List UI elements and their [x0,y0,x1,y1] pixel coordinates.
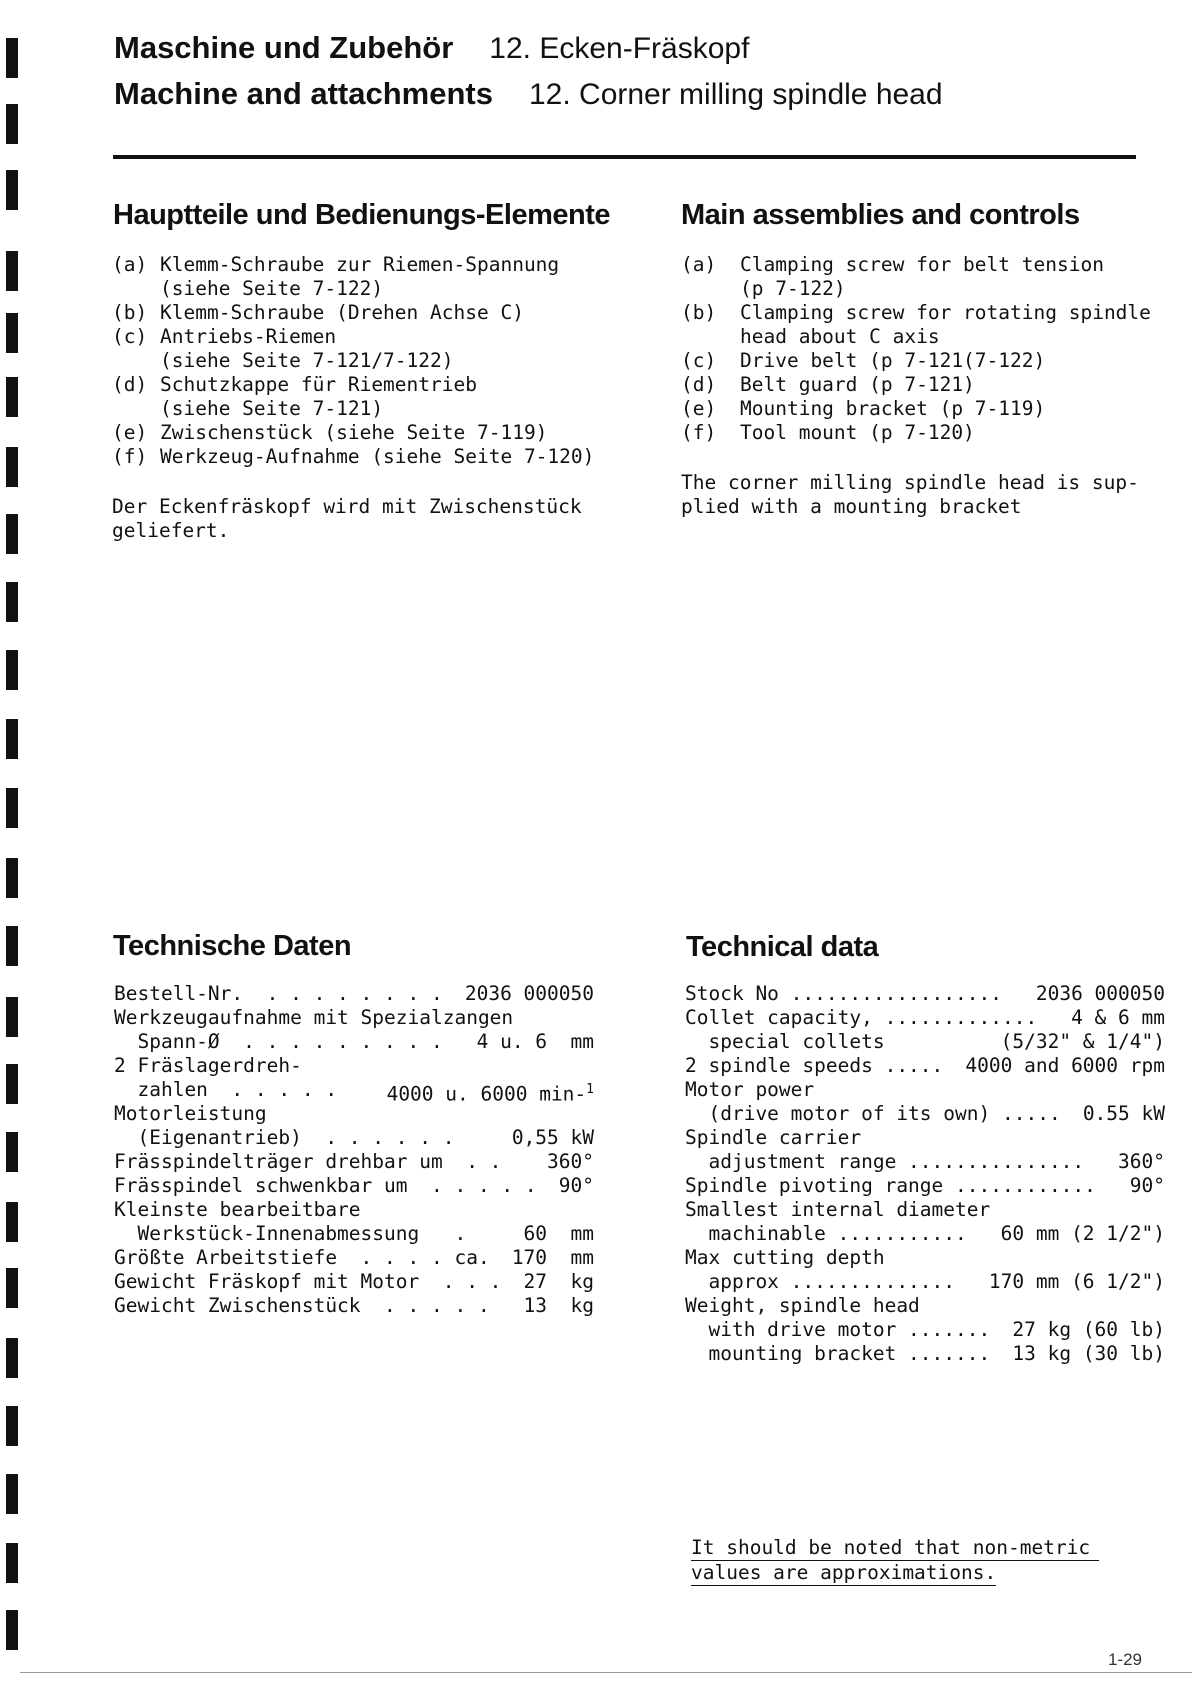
list-item: (f) Tool mount (p 7-120) [681,421,975,444]
table-row: Spann-Ø . . . . . . . . . 4 u. 6 mm [114,1030,594,1053]
tech-de-table [114,982,594,1318]
table-row: Stock No .................. 2036 000050 [685,982,1165,1005]
table-row: zahlen . . . . . 4000 u. 6000 min-$^1$ [114,1078,594,1106]
list-item: (d) Schutzkappe für Riementrieb [112,373,477,396]
list-item-continuation: (siehe Seite 7-121/7-122) [160,349,454,372]
table-row: mounting bracket ....... 13 kg (30 lb) [685,1342,1165,1365]
header-de-subtitle: 12. Ecken-Fräskopf [489,32,750,65]
table-row: Bestell-Nr. . . . . . . . . 2036 000050 [114,982,594,1005]
list-item: (b) Clamping screw for rotating spindle [681,301,1151,324]
tech-en-heading: Technical data [686,931,879,963]
binder-mark [6,1610,18,1650]
table-row: Motor power [685,1078,815,1101]
assemblies-en-list [681,253,1151,445]
assemblies-de-list [112,253,594,469]
list-item-continuation: (p 7-122) [740,277,846,300]
footnote-line: values are approximations. [691,1561,997,1584]
binder-mark [6,719,18,759]
header-en-subtitle: 12. Corner milling spindle head [528,78,943,111]
list-item: (a) Clamping screw for belt tension [681,253,1104,276]
binder-mark [6,997,18,1037]
list-item: (c) Drive belt (p 7-121(7-122) [681,349,1046,372]
binder-mark [6,582,18,622]
binder-mark [6,926,18,966]
header-en-title: Machine and attachments [114,76,493,111]
table-row: Collet capacity, ............. 4 & 6 mm [685,1006,1165,1029]
list-item: (e) Zwischenstück (siehe Seite 7-119) [112,421,548,444]
assemblies-de-heading: Hauptteile und Bedienungs-Elemente [113,199,610,231]
binder-mark [6,514,18,554]
list-item: (a) Klemm-Schraube zur Riemen-Spannung [112,253,560,276]
table-row: Smallest internal diameter [685,1198,991,1221]
assemblies-en-heading: Main assemblies and controls [681,199,1080,231]
table-row: machinable ........... 60 mm (2 1/2") [685,1222,1165,1245]
table-row: with drive motor ....... 27 kg (60 lb) [685,1318,1165,1341]
table-row: Spindle pivoting range ............ 90° [685,1174,1165,1197]
table-row: Motorleistung [114,1102,267,1125]
assemblies-de-note: Der Eckenfräskopf wird mit Zwischenstück geliefert. [112,495,582,542]
table-row: (drive motor of its own) ..... 0.55 kW [685,1102,1165,1125]
binder-mark [6,650,18,690]
list-item-continuation: (siehe Seite 7-122) [160,277,384,300]
footnote [691,1536,1099,1586]
table-row: 2 Fräslagerdreh- [114,1054,302,1077]
binder-mark [6,1474,18,1514]
table-row: Max cutting depth [685,1246,885,1269]
binder-mark [6,104,18,144]
header-german [114,30,749,66]
list-item: (e) Mounting bracket (p 7-119) [681,397,1046,420]
binder-mark [6,1338,18,1378]
table-row: special collets (5/32" & 1/4") [685,1030,1165,1053]
binder-mark [6,858,18,898]
table-row: Frässpindel schwenkbar um . . . . . 90° [114,1174,594,1197]
footnote-line: It should be noted that non-metric [691,1536,1099,1561]
list-item: (f) Werkzeug-Aufnahme (siehe Seite 7-120) [112,445,595,468]
list-item-continuation: (siehe Seite 7-121) [160,397,384,420]
footer-rule [20,1672,1192,1673]
table-row: adjustment range ............... 360° [685,1150,1165,1173]
binder-mark [6,1064,18,1104]
table-row: Frässpindelträger drehbar um . . 360° [114,1150,594,1173]
table-row: Werkzeugaufnahme mit Spezialzangen [114,1006,514,1029]
binder-mark [6,377,18,417]
binder-mark [6,38,18,78]
table-row: 2 spindle speeds ..... 4000 and 6000 rpm [685,1054,1165,1077]
list-item: (b) Klemm-Schraube (Drehen Achse C) [112,301,524,324]
binder-mark [6,251,18,291]
table-row: Gewicht Fräskopf mit Motor . . . 27 kg [114,1270,594,1293]
binder-mark [6,447,18,487]
table-row: Spindle carrier [685,1126,862,1149]
binder-mark [6,313,18,353]
page-number: 1-29 [1107,1650,1142,1669]
table-row: Kleinste bearbeitbare [114,1198,361,1221]
header-de-title: Maschine und Zubehör [114,30,454,65]
binder-mark [6,1268,18,1308]
table-row: Weight, spindle head [685,1294,920,1317]
binder-mark [6,1132,18,1172]
binder-mark [6,1543,18,1583]
table-row: Größte Arbeitstiefe . . . . ca. 170 mm [114,1246,594,1269]
tech-de-heading: Technische Daten [113,930,352,962]
list-item-continuation: head about C axis [740,325,940,348]
table-row: (Eigenantrieb) . . . . . . 0,55 kW [114,1126,594,1149]
binder-mark [6,170,18,210]
header-rule [113,155,1136,159]
table-row: Werkstück-Innenabmessung . 60 mm [114,1222,594,1245]
binder-mark [6,1202,18,1242]
table-row: approx .............. 170 mm (6 1/2") [685,1270,1165,1293]
table-row: Gewicht Zwischenstück . . . . . 13 kg [114,1294,594,1317]
list-item: (c) Antriebs-Riemen [112,325,337,348]
binder-mark [6,1406,18,1446]
list-item: (d) Belt guard (p 7-121) [681,373,975,396]
tech-en-table [685,982,1165,1366]
binder-mark [6,788,18,828]
header-english [114,76,943,112]
assemblies-en-note: The corner milling spindle head is sup- plied with a mounting bracket [681,471,1139,518]
